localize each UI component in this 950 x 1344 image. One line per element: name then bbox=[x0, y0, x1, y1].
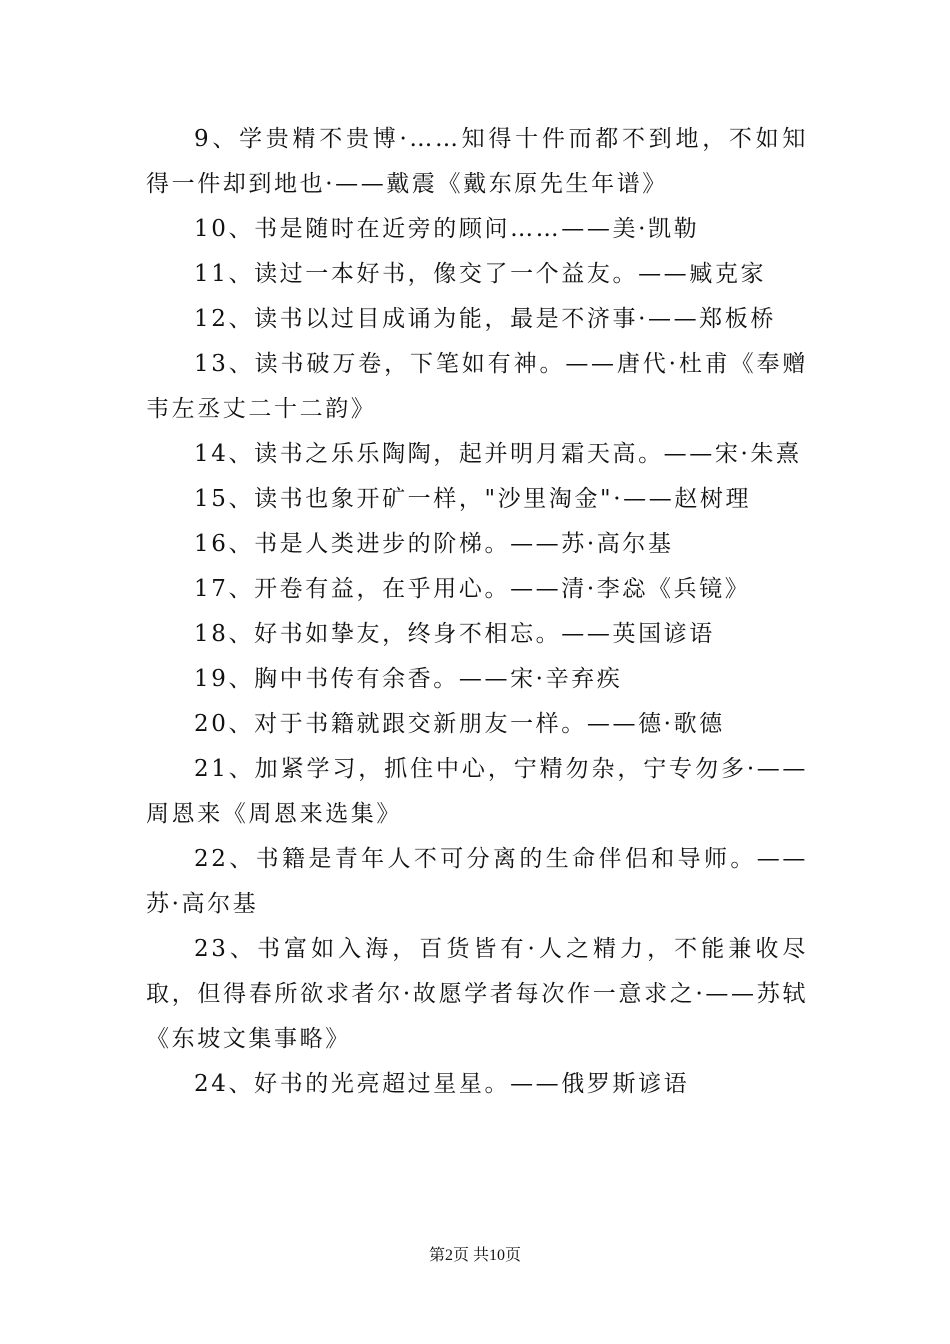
quote-item: 17、开卷有益，在乎用心。——清·李惢《兵镜》 bbox=[194, 576, 751, 602]
quote-item: 21、加紧学习，抓住中心，宁精勿杂，宁专勿多·——周恩来《周恩来选集》 bbox=[146, 756, 808, 827]
quote-item: 11、读过一本好书，像交了一个益友。——臧克家 bbox=[194, 261, 767, 287]
quote-item: 9、学贵精不贵博·……知得十件而都不到地，不如知得一件却到地也·——戴震《戴东原先生年谱》 bbox=[146, 126, 808, 197]
quote-item: 20、对于书籍就跟交新朋友一样。——德·歌德 bbox=[194, 711, 725, 737]
quote-item: 15、读书也象开矿一样，"沙里淘金"·——赵树理 bbox=[194, 486, 752, 512]
quote-list bbox=[146, 117, 808, 1107]
quote-item: 19、胸中书传有余香。——宋·辛弃疾 bbox=[194, 666, 623, 692]
page-number-footer: 第2页 共10页 bbox=[428, 1247, 521, 1264]
quote-item: 18、好书如挚友，终身不相忘。——英国谚语 bbox=[194, 621, 715, 647]
quote-item: 16、书是人类进步的阶梯。——苏·高尔基 bbox=[194, 531, 674, 557]
quote-item: 24、好书的光亮超过星星。——俄罗斯谚语 bbox=[194, 1071, 690, 1097]
quote-item: 22、书籍是青年人不可分离的生命伴侣和导师。——苏·高尔基 bbox=[146, 846, 808, 917]
quote-item: 13、读书破万卷，下笔如有神。——唐代·杜甫《奉赠韦左丞丈二十二韵》 bbox=[146, 351, 808, 422]
quote-item: 10、书是随时在近旁的顾问……——美·凯勒 bbox=[194, 216, 700, 242]
quote-item: 14、读书之乐乐陶陶，起并明月霜天高。——宋·朱熹 bbox=[194, 441, 802, 467]
quote-item: 12、读书以过目成诵为能，最是不济事·——郑板桥 bbox=[194, 306, 776, 332]
quote-item: 23、书富如入海，百货皆有·人之精力，不能兼收尽取，但得春所欲求者尔·故愿学者每次作一意求之·——苏轼《东坡文集事略》 bbox=[146, 936, 808, 1052]
